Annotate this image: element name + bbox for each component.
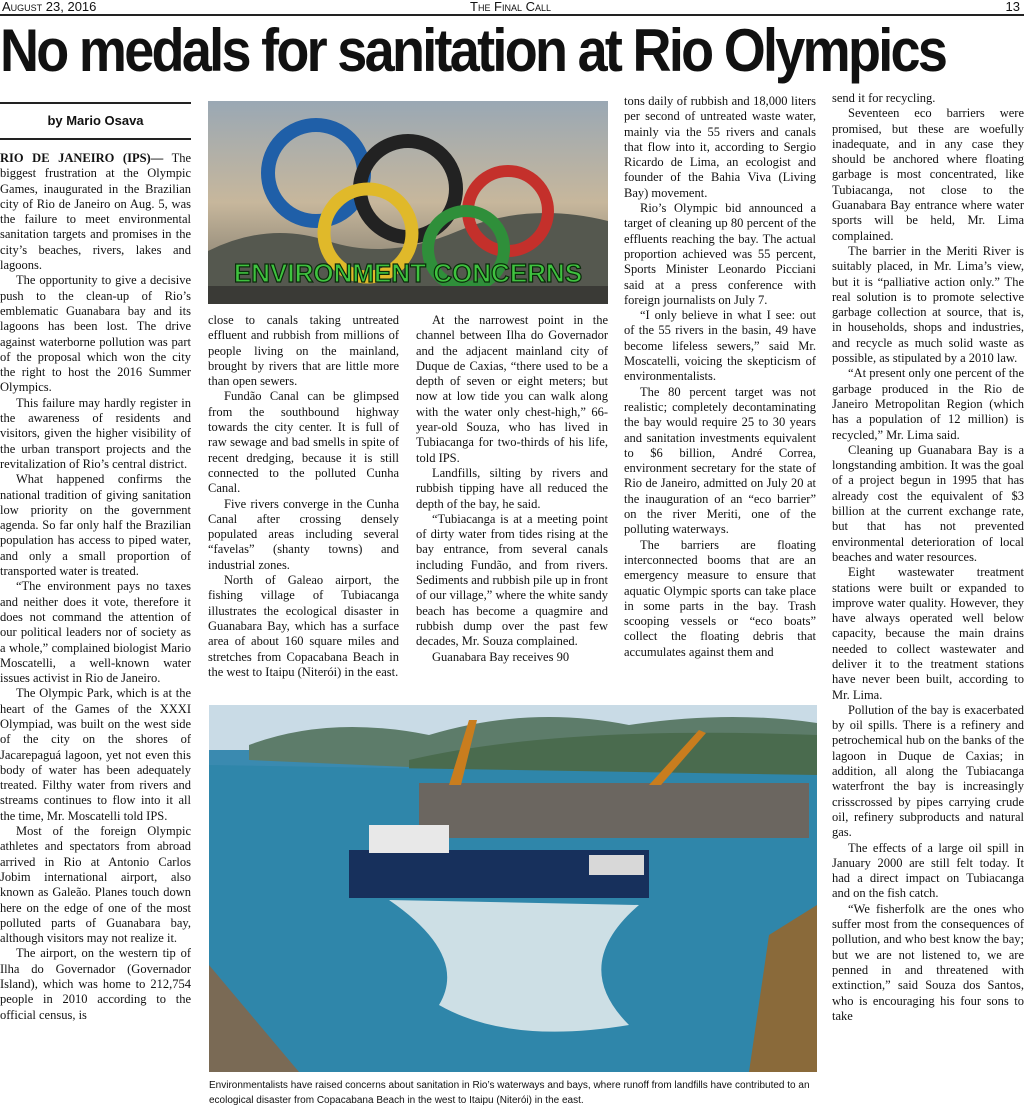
paragraph: RIO DE JANEIRO (IPS)— The biggest frustration at the Olympic Games, inaugurated in the Brazilian city of Rio de Janeiro on Aug. 5, was the failure to meet environmental sanitation targets and promises in the city’s beaches, rivers, lakes and lagoons.: [0, 151, 191, 273]
paragraph: “Tubiacanga is at a meeting point of dirty water from tides rising at the bay entrance, from several canals including Fundão, and from rivers. Sediments and rubbish pile up in front of our village,” where the white sandy beach has become a quagmire and rubbish dump over the past few decades, Mr. Souza complained.: [416, 511, 608, 649]
paragraph: This failure may hardly register in the awareness of residents and visitors, given the higher visibility of the urban transport projects and the revitalization of Rio’s central district.: [0, 395, 191, 471]
paragraph: “The environment pays no taxes and neither does it vote, therefore it does not command the attention of our political leaders nor of society as a whole,” complained biologist Mario Moscatelli, a well-known water issues activist in Rio de Janeiro.: [0, 579, 191, 686]
olympic-rings-photo: [208, 101, 608, 304]
column-3: [416, 313, 608, 700]
photo-overlay-text: ENVIRONMENT CONCERNS: [233, 258, 583, 288]
paragraph: send it for recycling.: [832, 91, 936, 105]
header-rule: [0, 14, 1024, 16]
page-header: [0, 0, 1024, 14]
paragraph: Rio’s Olympic bid announced a target of cleaning up 80 percent of the effluents reaching the bay. The actual proportion achieved was 55 percent, Sports Minister Leonardo Picciani said at a press conference with foreign journalists on July 7.: [624, 201, 816, 307]
paragraph: The effects of a large oil spill in January 2000 are still felt today. It had a direct impact on Tubiacanga and on the fish catch.: [832, 840, 1024, 901]
paragraph: Guanabara Bay receives 90: [432, 649, 570, 664]
paragraph: “We fisherfolk are the ones who suffer most from the consequences of pollution, and who best know the bay; but we are not listened to, we are penned in and threatened with extinction,” said Souza dos Santos, who is encouraging his four sons to take: [832, 901, 1024, 1023]
paragraph: The airport, on the western tip of Ilha do Governador (Governador Island), which was home to 212,754 people in 2010 according to the official census, is: [0, 946, 191, 1022]
paragraph: The barriers are floating interconnected booms that are an emergency measure to ensure that aquatic Olympic sports can take place in some parts in the bay. Trash scooping vessels or “eco boats” collect the floating debris that accumulates against them and: [624, 537, 816, 659]
column-5: [832, 91, 1024, 1108]
column-1: [0, 151, 191, 1108]
paragraph: “I only believe in what I see: out of the 55 rivers in the basin, 49 have become lifeless sewers,” said Mr. Moscatelli, voicing the skepticism of environmentalists.: [624, 308, 816, 384]
paragraph: At the narrowest point in the channel between Ilha do Governador and the adjacent mainland city of Duque de Caxias, “there used to be a depth of seven or eight meters; but now at low tide you can walk along with the water only chest-high,” 66-year-old Souza, who has lived in Tubiacanga for two-thirds of his life, told IPS.: [416, 313, 608, 465]
olympic-rings-image: [208, 101, 608, 304]
harbor-photo: [209, 705, 817, 1072]
paper-name: The Final Call: [470, 0, 552, 14]
paragraph: The barrier in the Meriti River is suitably placed, in Mr. Lima’s view, but it is “palliative action only.” The real solution is to promote selective garbage collection at source, that is, in households, shops and industries, and recycle as much solid waste as possible, as stipulated by a 2010 law.: [832, 243, 1024, 366]
column-2: [208, 313, 399, 700]
harbor-image: [209, 705, 817, 1072]
paragraph: Pollution of the bay is exacerbated by oil spills. There is a refinery and petrochemical hub on the banks of the lagoon in Duque de Caxias; in addition, all along the Tubiacanga waterfront the bay is increasingly crisscrossed by pipes carrying crude oil, refinery subproducts and natural gas.: [832, 702, 1024, 840]
paragraph: Eight wastewater treatment stations were built or expanded to improve water quality. However, they have always operated well below capacity, because the main drains needed to collect wastewater and deliver it to the treatment stations have never been built, according to Mr. Lima.: [832, 565, 1024, 702]
photo-caption: Environmentalists have raised concerns about sanitation in Rio’s waterways and bays, where runoff from landfills have contributed to an ecological disaster from Copacabana Beach in the west to Itaipu (Niterói) in the east.: [209, 1080, 810, 1106]
paragraph: Most of the foreign Olympic athletes and spectators from abroad arrived in Rio at Antonio Carlos Jobim international airport, also known as Galeão. Planes touch down here on the edge of one of the most polluted parts of Guanabara bay, although visitors may not realize it.: [0, 824, 191, 946]
paragraph: tons daily of rubbish and 18,000 liters per second of untreated waste water, mainly via the 55 rivers and canals that flow into it, according to Sergio Ricardo de Lima, an ecologist and founder of the Bahia Viva (Living Bay) movement.: [624, 94, 816, 200]
paragraph: Landfills, silting by rivers and rubbish tipping have all reduced the depth of the bay, he said.: [416, 465, 608, 511]
byline-box: [0, 102, 191, 140]
paragraph: The 80 percent target was not realistic; completely decontaminating the bay would require 25 to 30 years and sanitation investments equivalent to $6 billion, André Correa, environment secretary for the state of Rio de Janeiro, admitted on July 20 at the inauguration of an “eco barrier” on the river Meriti, one of the polluting waterways.: [624, 384, 816, 537]
page-number: 13: [1005, 0, 1020, 14]
paragraph: The opportunity to give a decisive push to the clean-up of Rio’s emblematic Guanabara bay and its lagoons has been lost. The drive against waterborne pollution was part of the proposal which won the city the right to host the 2016 Summer Olympics.: [0, 273, 191, 395]
paragraph: What happened confirms the national tradition of giving sanitation low priority on the government agenda. So far only half the Brazilian population has access to piped water, and only a small proportion of transported water is treated.: [0, 472, 191, 579]
paragraph: North of Galeao airport, the fishing village of Tubiacanga illustrates the ecological disaster in Guanabara Bay, which has a surface area of about 160 square miles and stretches from Copacabana Beach in the west to Itaipu (Niterói) in the east.: [208, 573, 399, 679]
headline: No medals for sanitation at Rio Olympics: [0, 17, 946, 84]
paragraph: Five rivers converge in the Cunha Canal after crossing densely populated areas including several “favelas” (shanty towns) and industrial zones.: [208, 496, 399, 572]
column-4: [624, 94, 816, 700]
byline: by Mario Osava: [47, 113, 144, 128]
paragraph: Cleaning up Guanabara Bay is a longstanding ambition. It was the goal of a project begun in 1995 that has already cost the equivalent of $3 billion at the current exchange rate, but that has not prevented environmental deterioration of local beaches and water resources.: [832, 442, 1024, 564]
paragraph: Fundão Canal can be glimpsed from the southbound highway towards the city center. It is full of raw sewage and bad smells in spite of recent dredging, because it is still connected to the polluted Cunha Canal.: [208, 389, 399, 496]
dateline: RIO DE JANEIRO (IPS)—: [0, 151, 164, 165]
issue-date: August 23, 2016: [2, 0, 97, 14]
paragraph: “At present only one percent of the garbage produced in the Rio de Janeiro Metropolitan Region (which has a population of 12 million) is recycled,” Mr. Lima said.: [832, 366, 1024, 442]
paragraph: Seventeen eco barriers were promised, but these are woefully inadequate, and in any case they should be anchored where floating garbage is most concentrated, like Tubiacanga, not close to the Guanabara Bay entrance where water sports will be held, Mr. Lima complained.: [832, 106, 1024, 243]
paragraph: close to canals taking untreated effluent and rubbish from millions of people living on the mainland, brought by rivers that are little more than open sewers.: [208, 313, 399, 389]
paragraph: The Olympic Park, which is at the heart of the Games of the XXXI Olympiad, was built on the west side of the city on the shores of Jacarepaguá lagoon, yet not even this body of water has been adequately treated. Filthy water from rivers and streams continues to flow into it all the time, Mr. Moscatelli told IPS.: [0, 686, 191, 823]
